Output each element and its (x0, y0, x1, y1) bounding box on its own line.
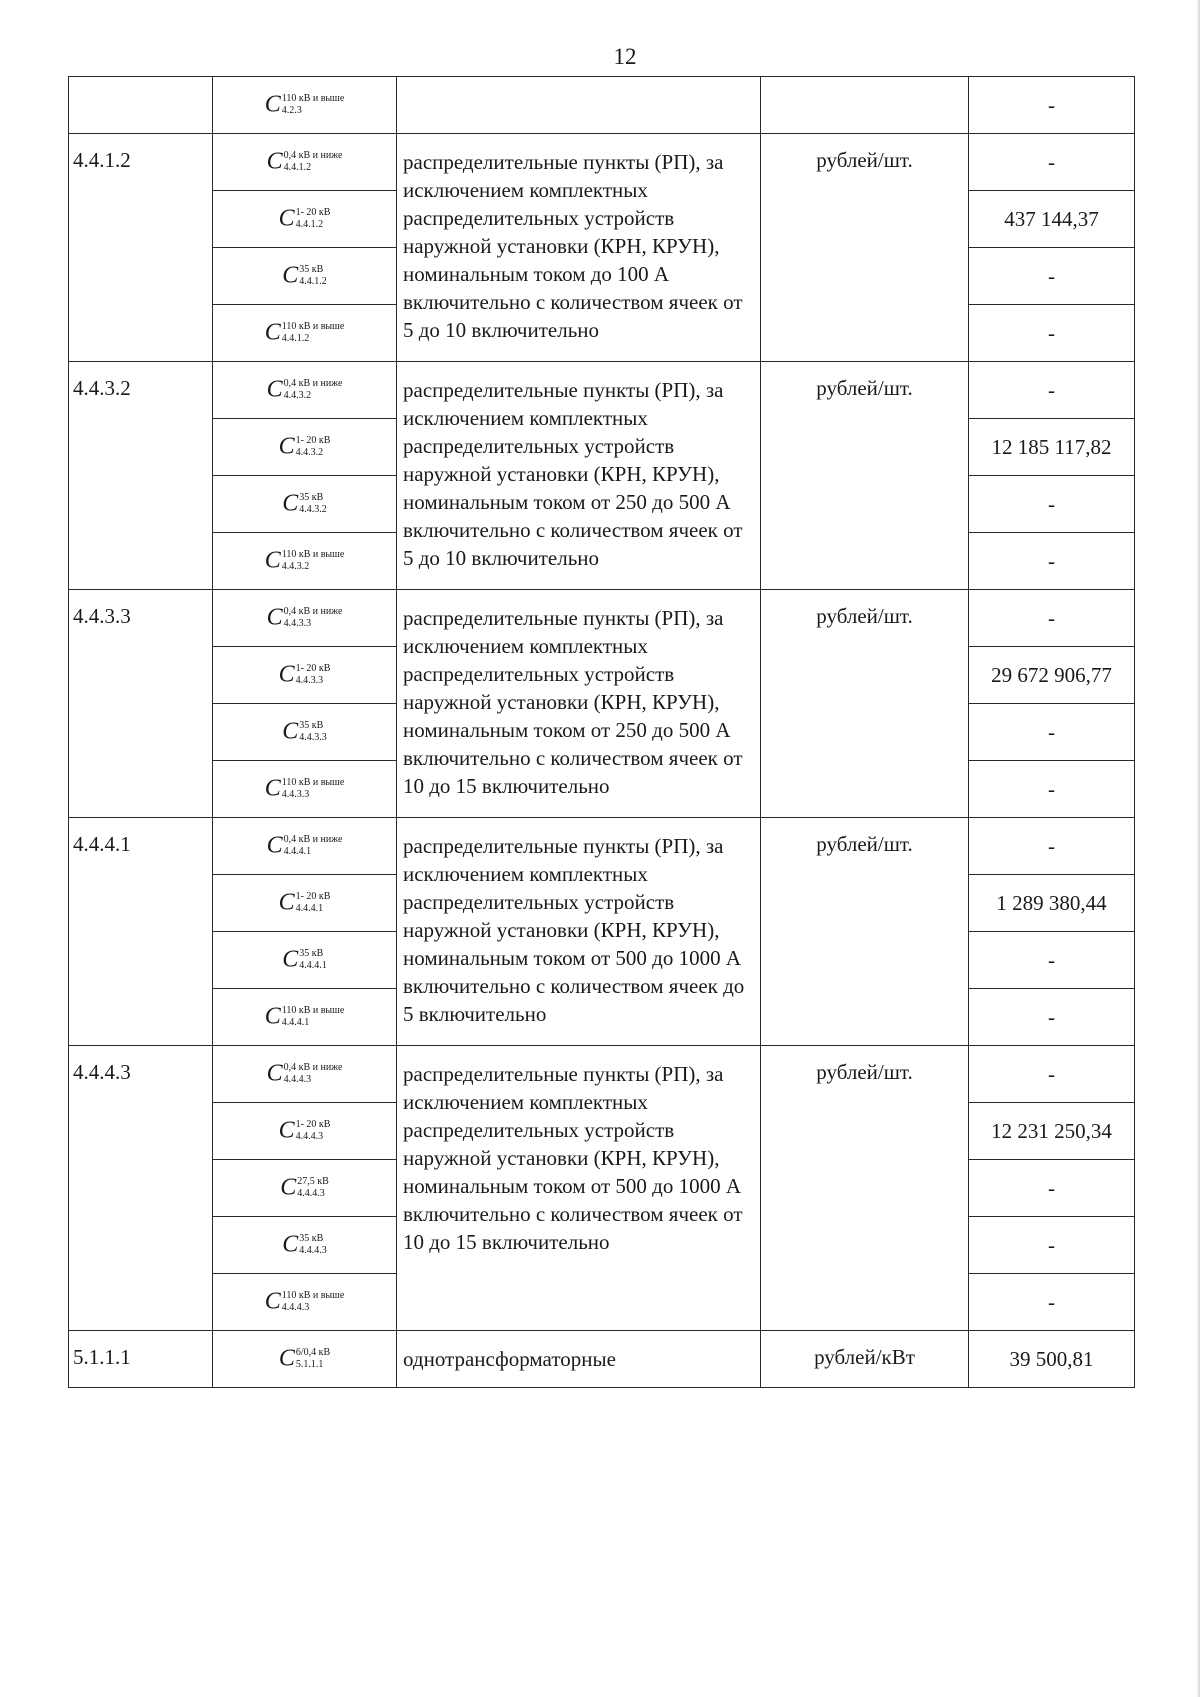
value-cell: 29 672 906,77 (969, 647, 1135, 704)
table-row (69, 1331, 1135, 1388)
symbol-subscript: 4.4.4.1 (299, 960, 327, 972)
page-number: 12 (613, 44, 637, 69)
symbol-subscript: 4.4.1.2 (299, 276, 327, 288)
unit-cell: рублей/шт. (761, 818, 969, 1046)
value-cell: 12 185 117,82 (969, 419, 1135, 476)
symbol-superscript: 1- 20 кВ (295, 207, 331, 219)
description-cell: распределительные пункты (РП), за исключением комплектных распределительных устройств наружной установки (КРН, КРУН), номинальным током от 500 до 1000 А включительно с количеством ячеек до 5 включительно (397, 818, 761, 1046)
description-cell: распределительные пункты (РП), за исключением комплектных распределительных устройств наружной установки (КРН, КРУН), номинальным током от 500 до 1000 А включительно с количеством ячеек от 10 до 15 включительно (397, 1046, 761, 1331)
rate-symbol: C 35 кВ 4.4.1.2 (282, 262, 327, 289)
unit-cell: рублей/шт. (761, 1046, 969, 1331)
symbol-cell (213, 1331, 397, 1388)
symbol-subscript: 4.4.4.3 (299, 1245, 327, 1257)
rate-symbol: C 110 кВ и выше 4.4.1.2 (264, 319, 345, 346)
symbol-cell (213, 305, 397, 362)
symbol-subscript: 4.4.4.1 (281, 1017, 310, 1029)
code-cell: 5.1.1.1 (69, 1331, 213, 1388)
description-cell (397, 77, 761, 134)
rate-symbol: C 1- 20 кВ 4.4.4.1 (278, 889, 331, 916)
value-cell: - (969, 989, 1135, 1046)
symbol-superscript: 110 кВ и выше (281, 777, 345, 789)
symbol-cell (213, 704, 397, 761)
rate-symbol: C 110 кВ и выше 4.2.3 (264, 91, 345, 118)
symbol-superscript: 35 кВ (299, 492, 324, 504)
table-row (69, 362, 1135, 419)
rate-symbol: C 110 кВ и выше 4.4.4.3 (264, 1288, 345, 1315)
symbol-superscript: 110 кВ и выше (281, 1290, 345, 1302)
symbol-superscript: 110 кВ и выше (281, 549, 345, 561)
unit-cell: рублей/шт. (761, 590, 969, 818)
symbol-subscript: 4.4.3.2 (295, 447, 324, 459)
rate-symbol: C 1- 20 кВ 4.4.3.2 (278, 433, 331, 460)
symbol-cell (213, 77, 397, 134)
value-cell: - (969, 305, 1135, 362)
symbol-superscript: 0,4 кВ и ниже (283, 606, 343, 618)
tariff-table (68, 76, 1135, 1388)
symbol-cell (213, 590, 397, 647)
rate-symbol: C 110 кВ и выше 4.4.4.1 (264, 1003, 345, 1030)
description-cell: однотрансформаторные (397, 1331, 761, 1388)
symbol-subscript: 4.4.3.2 (281, 561, 310, 573)
symbol-superscript: 1- 20 кВ (295, 663, 331, 675)
symbol-cell (213, 932, 397, 989)
rate-symbol: C 35 кВ 4.4.4.1 (282, 946, 327, 973)
symbol-subscript: 4.4.1.2 (281, 333, 310, 345)
symbol-subscript: 4.4.1.2 (283, 162, 312, 174)
value-cell: - (969, 248, 1135, 305)
value-cell: - (969, 704, 1135, 761)
value-cell: - (969, 362, 1135, 419)
code-cell: 4.4.4.3 (69, 1046, 213, 1331)
value-cell: 39 500,81 (969, 1331, 1135, 1388)
symbol-cell (213, 362, 397, 419)
symbol-superscript: 0,4 кВ и ниже (283, 834, 343, 846)
table-row (69, 1046, 1135, 1103)
scan-edge (1196, 0, 1200, 1697)
symbol-superscript: 35 кВ (299, 720, 324, 732)
symbol-cell (213, 1160, 397, 1217)
rate-symbol: C 35 кВ 4.4.3.2 (282, 490, 327, 517)
symbol-cell (213, 134, 397, 191)
rate-symbol: C 35 кВ 4.4.4.3 (282, 1231, 327, 1258)
table-row (69, 818, 1135, 875)
symbol-subscript: 4.4.3.3 (299, 732, 327, 744)
value-cell: - (969, 590, 1135, 647)
code-cell: 4.4.1.2 (69, 134, 213, 362)
symbol-superscript: 110 кВ и выше (281, 321, 345, 333)
rate-symbol: C 0,4 кВ и ниже 4.4.4.3 (266, 1060, 343, 1087)
table-row (69, 134, 1135, 191)
value-cell: - (969, 932, 1135, 989)
symbol-superscript: 35 кВ (299, 948, 324, 960)
rate-symbol: C 0,4 кВ и ниже 4.4.3.2 (266, 376, 343, 403)
symbol-superscript: 35 кВ (299, 1233, 324, 1245)
symbol-subscript: 4.4.3.3 (295, 675, 324, 687)
symbol-cell (213, 1217, 397, 1274)
symbol-cell (213, 1274, 397, 1331)
symbol-subscript: 4.2.3 (281, 105, 302, 117)
symbol-superscript: 27,5 кВ (297, 1176, 329, 1188)
unit-cell: рублей/шт. (761, 362, 969, 590)
value-cell: - (969, 761, 1135, 818)
unit-cell: рублей/шт. (761, 134, 969, 362)
symbol-cell (213, 761, 397, 818)
symbol-subscript: 4.4.4.3 (297, 1188, 325, 1200)
rate-symbol: C 110 кВ и выше 4.4.3.2 (264, 547, 345, 574)
rate-symbol: C 27,5 кВ 4.4.4.3 (280, 1174, 329, 1201)
symbol-superscript: 0,4 кВ и ниже (283, 378, 343, 390)
value-cell: - (969, 77, 1135, 134)
symbol-cell (213, 818, 397, 875)
symbol-subscript: 4.4.1.2 (295, 219, 324, 231)
symbol-cell (213, 533, 397, 590)
symbol-subscript: 4.4.4.1 (283, 846, 312, 858)
value-cell: - (969, 818, 1135, 875)
rate-symbol: C 1- 20 кВ 4.4.4.3 (278, 1117, 331, 1144)
value-cell: 437 144,37 (969, 191, 1135, 248)
rate-symbol: C 1- 20 кВ 4.4.1.2 (278, 205, 331, 232)
value-cell: - (969, 1046, 1135, 1103)
unit-cell: рублей/кВт (761, 1331, 969, 1388)
symbol-superscript: 1- 20 кВ (295, 891, 331, 903)
symbol-cell (213, 989, 397, 1046)
code-cell (69, 77, 213, 134)
symbol-cell (213, 248, 397, 305)
symbol-subscript: 4.4.3.3 (281, 789, 310, 801)
value-cell: - (969, 476, 1135, 533)
code-cell: 4.4.3.3 (69, 590, 213, 818)
symbol-superscript: 1- 20 кВ (295, 435, 331, 447)
symbol-cell (213, 875, 397, 932)
symbol-subscript: 4.4.4.3 (281, 1302, 310, 1314)
symbol-cell (213, 1103, 397, 1160)
code-cell: 4.4.4.1 (69, 818, 213, 1046)
symbol-subscript: 4.4.3.2 (299, 504, 327, 516)
symbol-superscript: 35 кВ (299, 264, 324, 276)
symbol-cell (213, 1046, 397, 1103)
value-cell: - (969, 1160, 1135, 1217)
symbol-subscript: 4.4.4.3 (295, 1131, 324, 1143)
symbol-cell (213, 191, 397, 248)
symbol-superscript: 6/0,4 кВ (295, 1347, 331, 1359)
symbol-cell (213, 476, 397, 533)
symbol-superscript: 110 кВ и выше (281, 1005, 345, 1017)
symbol-subscript: 4.4.3.2 (283, 390, 312, 402)
code-cell: 4.4.3.2 (69, 362, 213, 590)
description-cell: распределительные пункты (РП), за исключением комплектных распределительных устройств наружной установки (КРН, КРУН), номинальным током от 250 до 500 А включительно с количеством ячеек от 5 до 10 включительно (397, 362, 761, 590)
table-row (69, 590, 1135, 647)
description-cell: распределительные пункты (РП), за исключением комплектных распределительных устройств наружной установки (КРН, КРУН), номинальным током до 100 А включительно с количеством ячеек от 5 до 10 включительно (397, 134, 761, 362)
value-cell: - (969, 1217, 1135, 1274)
value-cell: - (969, 1274, 1135, 1331)
value-cell: 1 289 380,44 (969, 875, 1135, 932)
value-cell: - (969, 134, 1135, 191)
value-cell: 12 231 250,34 (969, 1103, 1135, 1160)
symbol-subscript: 5.1.1.1 (295, 1359, 324, 1371)
rate-symbol: C 0,4 кВ и ниже 4.4.4.1 (266, 832, 343, 859)
rate-symbol: C 1- 20 кВ 4.4.3.3 (278, 661, 331, 688)
symbol-superscript: 0,4 кВ и ниже (283, 150, 343, 162)
rate-symbol: C 110 кВ и выше 4.4.3.3 (264, 775, 345, 802)
symbol-superscript: 110 кВ и выше (281, 93, 345, 105)
symbol-subscript: 4.4.4.1 (295, 903, 324, 915)
rate-symbol: C 0,4 кВ и ниже 4.4.1.2 (266, 148, 343, 175)
symbol-superscript: 0,4 кВ и ниже (283, 1062, 343, 1074)
value-cell: - (969, 533, 1135, 590)
symbol-superscript: 1- 20 кВ (295, 1119, 331, 1131)
symbol-cell (213, 647, 397, 704)
symbol-cell (213, 419, 397, 476)
symbol-subscript: 4.4.4.3 (283, 1074, 312, 1086)
rate-symbol: C 35 кВ 4.4.3.3 (282, 718, 327, 745)
description-cell: распределительные пункты (РП), за исключением комплектных распределительных устройств наружной установки (КРН, КРУН), номинальным током от 250 до 500 А включительно с количеством ячеек от 10 до 15 включительно (397, 590, 761, 818)
unit-cell (761, 77, 969, 134)
symbol-subscript: 4.4.3.3 (283, 618, 312, 630)
rate-symbol: C 6/0,4 кВ 5.1.1.1 (278, 1345, 331, 1372)
table-row (69, 77, 1135, 134)
rate-symbol: C 0,4 кВ и ниже 4.4.3.3 (266, 604, 343, 631)
